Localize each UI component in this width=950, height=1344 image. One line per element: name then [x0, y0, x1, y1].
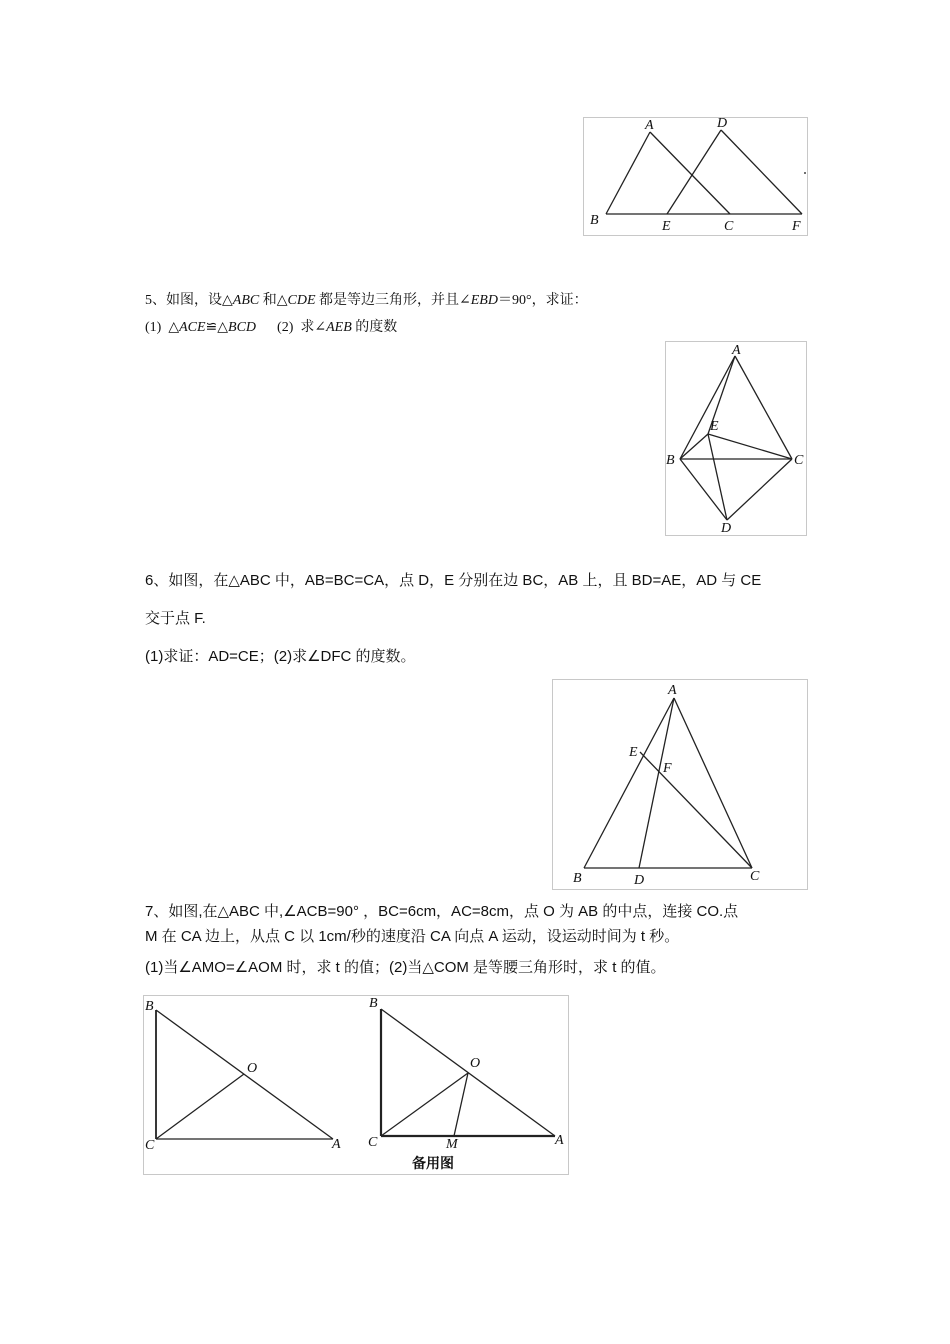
q5-line-2 — [145, 318, 397, 338]
segment-ac — [650, 132, 730, 214]
label-f: F — [663, 761, 672, 776]
label-o-right: O — [470, 1056, 481, 1071]
label-a-left: A — [332, 1137, 341, 1152]
label-a: A — [732, 343, 741, 358]
label-c: C — [750, 869, 760, 884]
label-m-right: M — [446, 1137, 458, 1152]
segment-ec — [640, 752, 752, 868]
label-b: B — [666, 453, 675, 468]
label-f: F — [792, 219, 801, 234]
label-d: D — [717, 118, 728, 131]
label-a: A — [645, 118, 654, 133]
segment-ec — [708, 434, 792, 459]
figure-q5-diagram — [666, 342, 806, 535]
label-c-left: C — [145, 1138, 155, 1153]
label-o-left: O — [247, 1061, 258, 1076]
label-a: A — [668, 683, 677, 698]
label-e: E — [629, 745, 638, 760]
segment-co-left — [156, 1074, 244, 1139]
q5-text: 5、如图，设△ — [145, 293, 233, 308]
q5-text: ACE — [179, 320, 206, 335]
figure-q6-diagram — [553, 680, 807, 889]
q5-text: (2) 求∠ — [256, 320, 327, 335]
figure-q7 — [143, 995, 569, 1175]
q5-text: ABC — [232, 293, 260, 308]
label-c: C — [724, 219, 734, 234]
q5-text: ＝90°，求证： — [497, 293, 588, 308]
label-a-right: A — [555, 1133, 564, 1148]
segment-ad — [639, 698, 674, 868]
q7-line-2: M 在 CA 边上，从点 C 以 1cm/秒的速度沿 CA 向点 A 运动，设运动时间为 t 秒。 — [145, 928, 680, 945]
segment-ac — [674, 698, 752, 868]
segment-om-right — [454, 1073, 468, 1136]
segment-df — [721, 130, 802, 214]
figure-q6 — [552, 679, 808, 890]
q6-line-2: 交于点 F. — [145, 610, 206, 627]
label-b-right: B — [369, 996, 378, 1011]
q7-line-1: 7、如图,在△ABC 中,∠ACB=90° ，BC=6cm，AC=8cm，点 O 为 AB 的中点，连接 CO.点 — [145, 903, 739, 920]
q5-text: AEB — [326, 320, 352, 335]
segment-ab — [680, 356, 735, 459]
figure-q5 — [665, 341, 807, 536]
q5-text: EBD — [470, 293, 498, 308]
figure-q4 — [583, 117, 808, 236]
label-d: D — [634, 873, 645, 888]
label-c-right: C — [368, 1135, 378, 1150]
segment-ac — [735, 356, 792, 459]
segment-ed — [667, 130, 721, 214]
q6-line-1: 6、如图，在△ABC 中，AB=BC=CA，点 D，E 分别在边 BC，AB 上，且 BD=AE，AD 与 CE — [145, 572, 762, 589]
q5-text: ≌△ — [205, 320, 229, 335]
label-b-left: B — [145, 999, 154, 1014]
segment-eb — [680, 434, 708, 459]
label-b: B — [573, 871, 582, 886]
q5-text: BCD — [228, 320, 257, 335]
q5-text: 都是等边三角形，并且∠ — [315, 293, 471, 308]
q5-text: 的度数 — [351, 320, 398, 335]
q5-text: (1) △ — [145, 320, 180, 335]
figure-q7-diagram — [144, 996, 568, 1174]
label-c: C — [794, 453, 804, 468]
label-e: E — [662, 219, 671, 234]
label-b: B — [590, 213, 599, 228]
q7-line-3: (1)当∠AMO=∠AOM 时，求 t 的值；(2)当△COM 是等腰三角形时，求 t 的值。 — [145, 959, 666, 976]
segment-ba — [606, 132, 650, 214]
segment-cd — [727, 459, 792, 520]
segment-ab — [584, 698, 674, 868]
q5-line-1 — [145, 291, 588, 311]
q5-text: CDE — [287, 293, 316, 308]
q5-text: 和△ — [259, 293, 288, 308]
label-d: D — [721, 521, 732, 535]
segment-co-right — [381, 1073, 468, 1136]
figure-q4-diagram — [584, 118, 807, 235]
q6-line-3: (1)求证：AD=CE；(2)求∠DFC 的度数。 — [145, 648, 416, 665]
caption-backup-figure: 备用图 — [412, 1157, 454, 1172]
label-e: E — [710, 419, 719, 434]
